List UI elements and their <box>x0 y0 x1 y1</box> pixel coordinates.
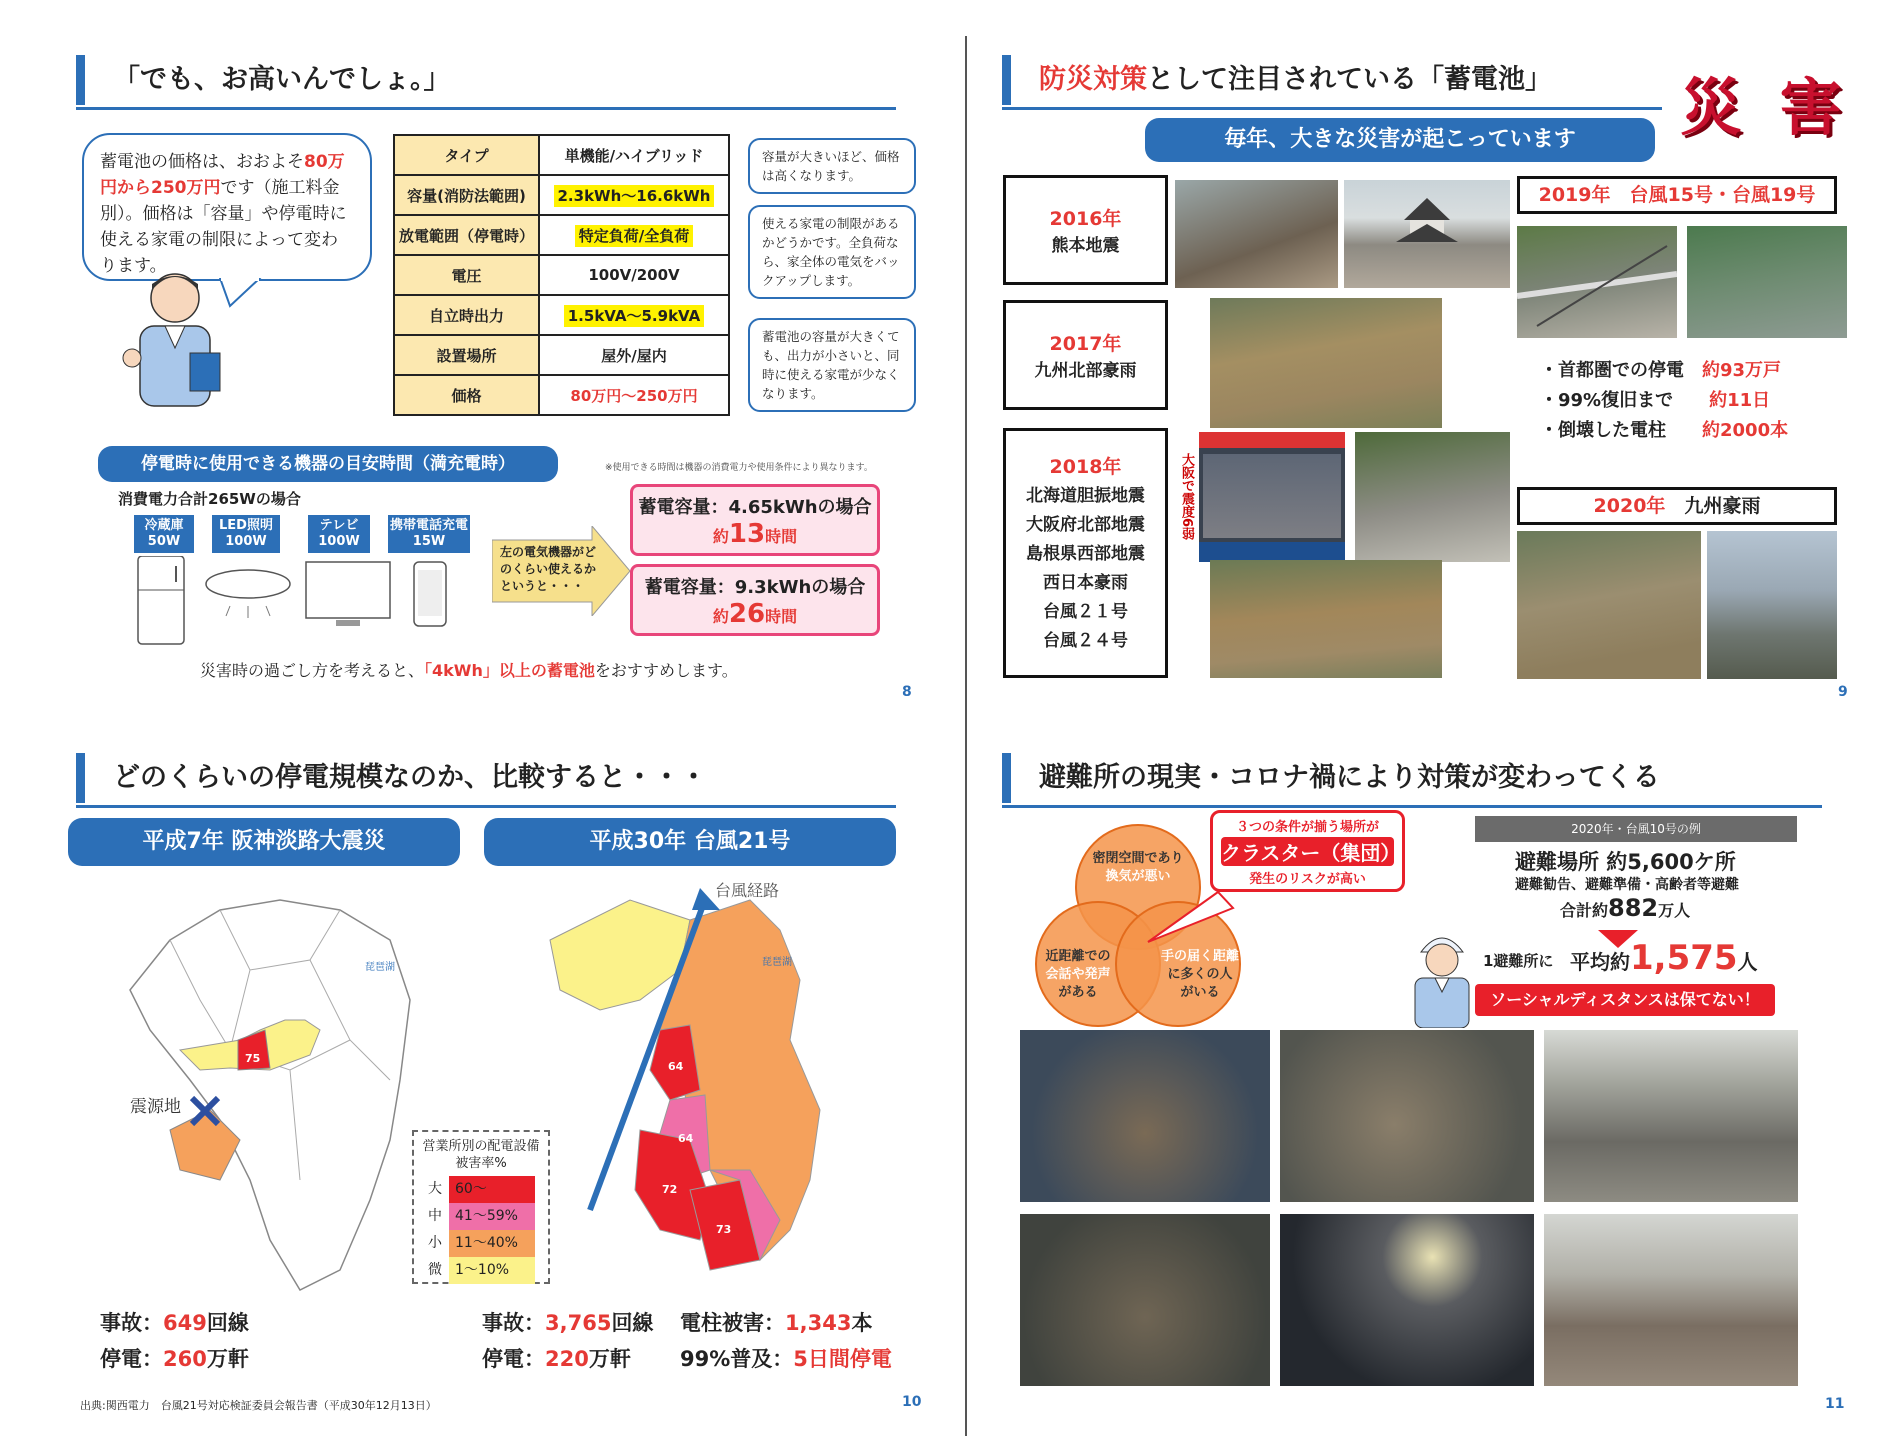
venn-right-line1: 手の届く距離 <box>1160 949 1240 964</box>
page-number-10: 10 <box>902 1394 922 1410</box>
source-citation: 出典:関西電力 台風21号対応検証委員会報告書（平成30年12月13日） <box>80 1399 437 1412</box>
typhoon21-stats: 事故：3,765回線 停電：220万軒 <box>482 1311 654 1371</box>
device-label-led: LED照明 100W <box>212 515 280 553</box>
device-illustrations <box>130 556 490 646</box>
map-label-64a: 64 <box>668 1060 684 1073</box>
recommendation-footer: 災害時の過ごし方を考えると、「4kWh」以上の蓄電池をおすすめします。 <box>200 661 738 680</box>
evacuee-total: 合計約882万人 <box>1560 894 1691 922</box>
river-bridge-photo <box>1707 531 1837 679</box>
shelter-gym-photo-2 <box>1280 1030 1534 1202</box>
spec-label: タイプ <box>394 135 539 175</box>
osaka-earthquake-tv-photo <box>1173 432 1345 562</box>
usage-title-banner: 停電時に使用できる機器の目安時間（満充電時） <box>98 446 558 482</box>
battery-spec-table <box>393 134 730 416</box>
kumamoto-castle-photo <box>1344 180 1510 288</box>
year-2018-box: 2018年 北海道胆振地震 大阪府北部地震 島根県西部地震 西日本豪雨 台風２１号 台風２４号 <box>1003 428 1168 678</box>
shelter-count: 避難場所 約5,600ケ所 <box>1515 850 1736 874</box>
page-divider <box>965 36 967 1436</box>
spec-row <box>394 335 729 375</box>
hanshin-stats: 事故：649回線 停電：260万軒 <box>100 1311 249 1371</box>
year-2017-box: 2017年 九州北部豪雨 <box>1003 300 1168 410</box>
typhoon19-flood-photo <box>1687 226 1847 338</box>
map-label-73: 73 <box>716 1223 732 1236</box>
epicenter-label: 震源地 <box>130 1097 181 1117</box>
kumamoto-houses-photo <box>1175 180 1338 288</box>
disaster-kanji-logo: 災 害 <box>1680 71 1850 144</box>
smartphone-icon <box>414 562 446 626</box>
usage-footnote: ※使用できる時間は機器の消費電力や使用条件により異なります。 <box>605 463 873 473</box>
slide10-rule <box>76 805 896 808</box>
spec-row <box>394 255 729 295</box>
result-9.3kwh: 蓄電容量：9.3kWhの場合 約26時間 <box>630 564 880 636</box>
spec-label: 設置場所 <box>394 335 539 375</box>
shelter-gym-photo-1 <box>1020 1030 1270 1202</box>
spec-value: 2.3kWh～16.6kWh <box>539 175 729 215</box>
worker-helmet-icon <box>1407 926 1477 1028</box>
device-label-tv: テレビ 100W <box>308 515 370 553</box>
venn-top-line2: 換気が悪い <box>1105 869 1171 884</box>
spec-label: 価格 <box>394 375 539 415</box>
lake-biwa-label-right: 琵琶湖 <box>762 957 792 968</box>
ceiling-light-icon <box>206 570 290 618</box>
stat-outage: ・首都圏での停電 約93万戸 <box>1540 360 1782 381</box>
evacuees-outdoor-photo <box>1544 1030 1798 1202</box>
damage-rate-legend <box>412 1130 550 1284</box>
spec-row <box>394 175 729 215</box>
note-capacity: 容量が大きいほど、価格は高くなります。 <box>748 138 916 194</box>
cluster-callout: ３つの条件が揃う場所が クラスター（集団） 発生のリスクが高い <box>1210 810 1405 892</box>
spec-label: 放電範囲（停電時） <box>394 215 539 255</box>
slide9-rule <box>1002 107 1662 110</box>
bubble-price-highlight: 80万円から250万円 <box>100 152 345 198</box>
slide8-rule <box>76 107 896 110</box>
page-number-11: 11 <box>1825 1396 1845 1412</box>
venn-left-line1: 近距離での <box>1045 949 1111 964</box>
fridge-icon <box>138 556 184 644</box>
slide9-title: 防災対策として注目されている「蓄電池」 <box>1002 55 1552 105</box>
typhoon-route-label: 台風経路 <box>715 881 780 900</box>
spec-value: 80万円～250万円 <box>539 375 729 415</box>
year-2016-box: 2016年 熊本地震 <box>1003 175 1168 285</box>
page-number-8: 8 <box>902 684 912 700</box>
staff-person-icon <box>110 268 240 408</box>
spec-row <box>394 295 729 335</box>
price-speech-bubble <box>82 133 372 281</box>
device-label-phone: 携帯電話充電 15W <box>388 515 470 553</box>
disaster-banner: 毎年、大きな災害が起こっています <box>1145 118 1655 162</box>
page-number-9: 9 <box>1838 684 1848 700</box>
slide10-title: どのくらいの停電規模なのか、比較すると・・・ <box>76 753 707 803</box>
kyushu-2020-flood-photo <box>1517 531 1701 679</box>
slide11-rule <box>1002 805 1822 808</box>
device-label-fridge: 冷蔵庫 50W <box>134 515 194 553</box>
spec-value: 屋外/屋内 <box>539 335 729 375</box>
power-total-label: 消費電力合計265Wの場合 <box>118 490 301 508</box>
legend-row: 微 1～10% <box>421 1257 541 1284</box>
example-tag: 2020年・台風10号の例 <box>1475 816 1797 842</box>
night-parking-photo <box>1280 1214 1534 1386</box>
shelter-subtext: 避難勧告、避難準備・高齢者等避難 <box>1515 877 1739 893</box>
stat-recovery: ・99%復旧まで 約11日 <box>1540 390 1771 411</box>
typhoon15-pole-photo <box>1517 226 1677 338</box>
hanshin-heading: 平成7年 阪神淡路大震災 <box>68 818 460 866</box>
spec-row <box>394 135 729 175</box>
spec-label: 自立時出力 <box>394 295 539 335</box>
venn-left-line2: 会話や発声 <box>1045 967 1111 982</box>
legend-row: 小 11～40% <box>421 1230 541 1257</box>
typhoon21-heading: 平成30年 台風21号 <box>484 818 896 866</box>
spec-value: 単機能/ハイブリッド <box>539 135 729 175</box>
kyushu-flood-photo <box>1210 298 1442 428</box>
bubble-text-2: です（施工料金別）。価格は「容量」や停電時に使える家電の制限によって変わります。 <box>100 178 347 276</box>
year-2019-box: 2019年 台風15号・台風19号 <box>1517 176 1837 214</box>
venn-right-line3: がいる <box>1180 985 1220 1000</box>
hanshin-outage-map <box>110 880 430 1300</box>
note-output: 蓄電池の容量が大きくても、出力が小さいと、同時に使える家電が少なくなります。 <box>748 318 916 412</box>
spec-row <box>394 215 729 255</box>
evacuees-parking-photo <box>1544 1214 1798 1386</box>
legend-title: 営業所別の配電設備被害率% <box>422 1139 540 1171</box>
result-4.65kwh: 蓄電容量：4.65kWhの場合 約13時間 <box>630 484 880 556</box>
spec-value: 特定負荷/全負荷 <box>539 215 729 255</box>
spec-value: 100V/200V <box>539 255 729 295</box>
collapsed-wall-photo <box>1355 432 1510 562</box>
lake-biwa-label-left: 琵琶湖 <box>365 962 395 973</box>
stat-poles: ・倒壊した電柱 約2000本 <box>1540 420 1789 441</box>
spec-row <box>394 375 729 415</box>
venn-top-line1: 密閉空間であり <box>1092 851 1184 866</box>
slide8-title: 「でも、お高いんでしょ。」 <box>76 55 451 105</box>
social-distance-warning: ソーシャルディスタンスは保てない！ <box>1475 984 1775 1016</box>
bubble-text-1: 蓄電池の価格は、おおよそ <box>100 152 304 172</box>
legend-row: 大 60～ <box>421 1176 541 1203</box>
note-discharge-range: 使える家電の制限があるかどうかです。全負荷なら、家全体の電気をバックアップします。 <box>748 205 916 299</box>
year-2020-box: 2020年 九州豪雨 <box>1517 487 1837 525</box>
tv-caption: 大阪で震度6弱 <box>1173 432 1199 562</box>
venn-left-line3: がある <box>1058 985 1098 1000</box>
slide11-title: 避難所の現実・コロナ禍により対策が変わってくる <box>1002 753 1660 803</box>
venn-right-line2: に多くの人 <box>1167 967 1233 982</box>
per-shelter-label: 1避難所に <box>1483 952 1554 970</box>
shelter-gym-photo-3 <box>1020 1214 1270 1386</box>
spec-label: 電圧 <box>394 255 539 295</box>
typhoon21-outage-map <box>540 880 850 1310</box>
tv-icon <box>306 562 390 626</box>
spec-value: 1.5kVA～5.9kVA <box>539 295 729 335</box>
map-label-64b: 64 <box>678 1132 694 1145</box>
legend-row: 中 41～59% <box>421 1203 541 1230</box>
typhoon21-extra-stats: 電柱被害：1,343本 99%普及：5日間停電 <box>680 1311 892 1371</box>
map-label-72: 72 <box>662 1183 678 1196</box>
western-japan-flood-photo <box>1210 560 1442 678</box>
spec-label: 容量(消防法範囲) <box>394 175 539 215</box>
arrow-text: 左の電気機器がどのくらい使えるかというと・・・ <box>500 545 597 593</box>
per-shelter-average: 平均約1,575人 <box>1570 938 1758 978</box>
map-label-75: 75 <box>245 1052 261 1065</box>
